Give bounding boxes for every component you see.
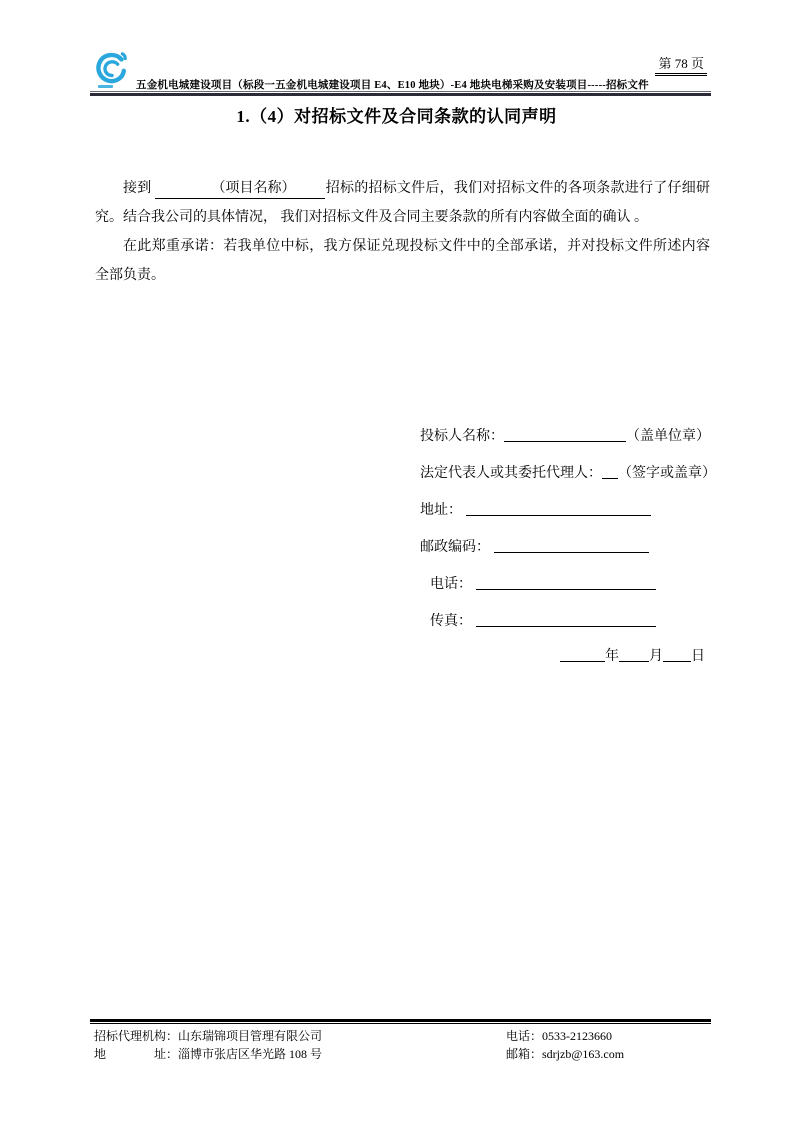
date-line [420,646,714,667]
day-blank [663,646,691,662]
document-body [95,174,710,290]
footer-email-label: 邮箱： [506,1047,543,1061]
representative-label: 法定代表人或其委托代理人： [420,466,602,481]
month-label: 月 [649,649,663,664]
intro-suffix: 招标的招标文件后，我们对招标文件的各项条款进行了仔细研究。结合我公司的具体情况， 我们对招标文件及合同主要条款的所有内容做全面的确认 。 [95,181,710,225]
footer-agency-label: 招标代理机构： [94,1029,179,1043]
footer-address [94,1045,506,1063]
footer-phone [506,1027,711,1045]
phone-label: 电话： [430,577,472,592]
footer-phone-label: 电话： [506,1029,543,1043]
project-name-placeholder: （项目名称） [211,181,296,196]
month-blank [619,646,649,662]
signature-form [420,426,714,683]
field-fax [420,611,714,632]
phone-blank [476,574,656,590]
page-footer [90,1019,711,1063]
postal-code-label: 邮政编码： [420,540,490,555]
document-title: 1.（4）对招标文件及合同条款的认同声明 [236,107,557,126]
footer-agency [94,1027,506,1045]
address-label: 地址： [420,503,462,518]
field-phone [420,574,714,595]
field-representative [420,463,714,484]
company-logo [93,50,133,90]
bidder-name-label: 投标人名称： [420,429,504,444]
footer-email [506,1045,711,1063]
swirl-logo-icon [93,50,131,84]
year-label: 年 [605,649,619,664]
postal-code-blank [494,537,649,553]
header-rule [90,91,711,96]
header-project-title: 五金机电城建设项目（标段一五金机电城建设项目 E4、E10 地块）-E4 地块电梯采购及安装项目-----招标文件 [136,80,649,91]
project-name-blank [155,180,325,199]
fax-label: 传真： [430,614,472,629]
footer-phone-value: 0533-2123660 [542,1029,613,1043]
field-bidder-name [420,426,714,447]
field-address [420,500,714,521]
logo-subtext [98,85,113,88]
day-label: 日 [691,649,705,664]
paragraph-intro [95,174,710,232]
footer-email-value: sdrjzb@163.com [542,1047,625,1061]
address-blank [466,500,651,516]
paragraph-commitment: 在此郑重承诺：若我单位中标，我方保证兑现投标文件中的全部承诺，并对投标文件所述内容全部负责。 [95,239,710,283]
representative-blank [602,463,618,479]
intro-prefix: 接到 [123,181,152,196]
page-number: 第 78 页 [655,53,707,76]
footer-rule [90,1019,711,1024]
footer-agency-value: 山东瑞锦项目管理有限公司 [178,1029,323,1043]
year-blank [560,646,605,662]
bidder-name-blank [504,426,626,442]
seal-note: （盖单位章） [626,429,710,444]
fax-blank [476,611,656,627]
signature-note: （签字或盖章） [618,466,716,481]
footer-address-value: 淄博市张店区华光路 108 号 [178,1047,323,1061]
footer-address-label: 地 址： [94,1047,179,1061]
field-postal-code [420,537,714,558]
